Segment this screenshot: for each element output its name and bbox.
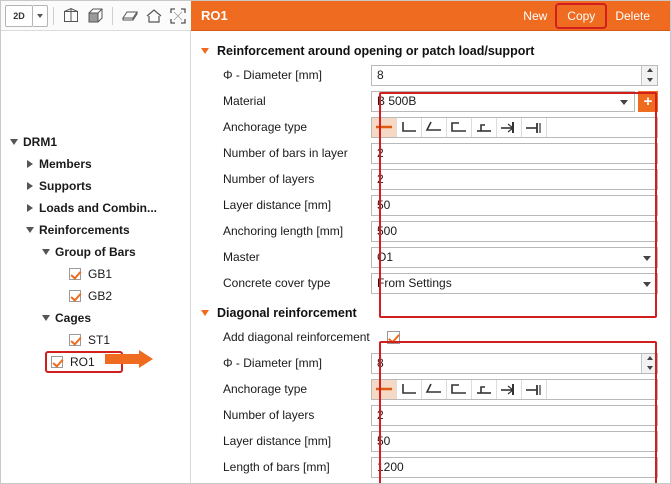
group-title: Reinforcement around opening or patch load/support [217, 44, 535, 58]
spinner-up-icon [647, 68, 653, 72]
row-material [201, 89, 658, 113]
fit-screen-icon[interactable] [166, 5, 190, 27]
spinner-down-icon [647, 366, 653, 370]
anchorage-option-straight[interactable] [372, 380, 397, 399]
checkbox-icon[interactable] [51, 356, 63, 368]
tree-item-label: GB2 [88, 289, 113, 303]
row-label: Length of bars [mm] [223, 460, 330, 474]
row-number-of-layers [201, 167, 658, 191]
number-of-bars-input[interactable] [371, 143, 658, 164]
group-rows-2 [201, 325, 658, 479]
field-value: O1 [377, 250, 394, 264]
anchorage-option-hook-90-left[interactable] [397, 380, 422, 399]
row-label: Φ - Diameter [mm] [223, 68, 322, 82]
field-value: From Settings [377, 276, 452, 290]
tree-item-label: Members [39, 157, 92, 171]
anchorage-option-hook-135[interactable] [422, 118, 447, 137]
chevron-down-icon [620, 100, 628, 105]
view-toolbar [1, 1, 191, 31]
checkbox-icon[interactable] [69, 290, 81, 302]
tree-item-label: GB1 [88, 267, 113, 281]
delete-button[interactable]: Delete [615, 8, 650, 23]
checkbox-icon[interactable] [69, 268, 81, 280]
row-diameter [201, 63, 658, 87]
tree-item-label: DRM1 [23, 135, 58, 149]
checkbox-icon[interactable] [69, 334, 81, 346]
extrude-icon[interactable] [83, 5, 107, 27]
home-icon[interactable] [142, 5, 166, 27]
chevron-down-icon [37, 14, 43, 18]
expander-right-icon[interactable] [23, 160, 37, 168]
anchorage-option-hook-90-left[interactable] [397, 118, 422, 137]
diagonal-anchorage-type-selector[interactable] [371, 379, 658, 400]
toolbar-separator [53, 7, 54, 25]
row-anchorage-type [201, 115, 658, 139]
tree-item-gb2[interactable] [1, 285, 190, 307]
toolbar-separator-2 [112, 7, 113, 25]
field-value: 2 [377, 408, 384, 422]
diagonal-diameter-input[interactable] [371, 353, 658, 374]
tree-item-gb1[interactable] [1, 263, 190, 285]
row-concrete-cover-type [201, 271, 658, 295]
anchorage-option-hook-foot[interactable] [472, 380, 497, 399]
panel-title-bar [191, 1, 670, 31]
tree-item-label: Reinforcements [39, 223, 130, 237]
field-value: B 500B [377, 94, 417, 108]
anchorage-type-selector[interactable] [371, 117, 658, 138]
row-label: Anchorage type [223, 120, 308, 134]
chevron-down-icon [643, 256, 651, 261]
expander-down-icon[interactable] [39, 249, 53, 255]
row-number-of-bars-in-layer [201, 141, 658, 165]
tree-item-st1[interactable] [1, 329, 190, 351]
row-anchoring-length [201, 219, 658, 243]
title-actions [513, 5, 670, 27]
add-material-button[interactable]: + [638, 91, 658, 112]
tree-item-label: Group of Bars [55, 245, 136, 259]
group-header-reinforcement-around-opening[interactable] [201, 39, 658, 63]
anchorage-option-hook-head[interactable] [522, 380, 547, 399]
field-value: 1200 [377, 460, 404, 474]
row-label: Layer distance [mm] [223, 198, 332, 212]
tree-item-members[interactable] [1, 153, 190, 175]
row-diagonal-diameter [201, 351, 658, 375]
properties-panel [191, 31, 670, 483]
row-label: Master [223, 250, 260, 264]
main-body [1, 31, 670, 483]
anchoring-length-input[interactable] [371, 221, 658, 242]
field-value: 2 [377, 172, 384, 186]
row-diagonal-number-of-layers [201, 403, 658, 427]
field-value: 50 [377, 198, 391, 212]
field-value: 500 [377, 224, 398, 238]
row-diagonal-layer-distance [201, 429, 658, 453]
chevron-down-icon [201, 310, 209, 316]
row-label: Anchoring length [mm] [223, 224, 344, 238]
expander-right-icon[interactable] [23, 182, 37, 190]
spinner-buttons[interactable] [641, 354, 657, 373]
layer-distance-input[interactable] [371, 195, 658, 216]
row-label: Layer distance [mm] [223, 434, 332, 448]
view-mode-dropdown-button[interactable] [33, 5, 48, 27]
group-title: Diagonal reinforcement [217, 306, 357, 320]
tree-item-drm1[interactable] [1, 131, 190, 153]
row-label: Number of bars in layer [223, 146, 348, 160]
row-add-diagonal-reinforcement [201, 325, 658, 349]
anchorage-option-hook-u[interactable] [447, 118, 472, 137]
tree-item-supports[interactable] [1, 175, 190, 197]
expander-right-icon[interactable] [23, 204, 37, 212]
add-diagonal-reinforcement-checkbox[interactable] [387, 331, 400, 344]
anchorage-option-hook-t[interactable] [497, 118, 522, 137]
row-label: Anchorage type [223, 382, 308, 396]
anchorage-option-straight[interactable] [372, 118, 397, 137]
anchorage-option-hook-t[interactable] [497, 380, 522, 399]
diagonal-layer-distance-input[interactable] [371, 431, 658, 452]
wireframe-icon[interactable] [118, 5, 142, 27]
group-rows-1 [201, 63, 658, 295]
field-value: 50 [377, 434, 391, 448]
row-diagonal-anchorage-type [201, 377, 658, 401]
copy-button[interactable]: Copy [557, 5, 605, 27]
add-diagonal-checkbox-wrap [381, 331, 658, 344]
number-of-layers-input[interactable] [371, 169, 658, 190]
master-combo[interactable] [371, 247, 658, 268]
concrete-cover-type-combo[interactable] [371, 273, 658, 294]
spinner-down-icon [647, 78, 653, 82]
anchorage-option-hook-foot[interactable] [472, 118, 497, 137]
diagonal-number-of-layers-input[interactable] [371, 405, 658, 426]
field-value: 8 [377, 68, 384, 82]
row-length-of-bars [201, 455, 658, 479]
pointer-arrow-icon [105, 352, 153, 366]
spinner-buttons[interactable] [641, 66, 657, 85]
field-value: 8 [377, 356, 384, 370]
spinner-up-icon [647, 356, 653, 360]
row-label: Number of layers [223, 172, 315, 186]
expander-down-icon[interactable] [39, 315, 53, 321]
tree-item-group-of-bars[interactable] [1, 241, 190, 263]
tree-item-label: Cages [55, 311, 92, 325]
chevron-down-icon [201, 48, 209, 54]
new-button[interactable]: New [523, 8, 548, 23]
tree-item-label: Supports [39, 179, 92, 193]
top-bar [1, 1, 670, 31]
field-value: 2 [377, 146, 384, 160]
row-label: Material [223, 94, 266, 108]
row-layer-distance [201, 193, 658, 217]
tree-item-reinforcements[interactable] [1, 219, 190, 241]
group-header-diagonal-reinforcement[interactable] [201, 301, 658, 325]
row-label: Φ - Diameter [mm] [223, 356, 322, 370]
anchorage-option-hook-u[interactable] [447, 380, 472, 399]
box-view-icon[interactable] [59, 5, 83, 27]
row-master [201, 245, 658, 269]
tree-item-label: Loads and Combin... [39, 201, 158, 215]
tree-item-loads-and-combinations[interactable] [1, 197, 190, 219]
length-of-bars-input[interactable] [371, 457, 658, 478]
anchorage-option-hook-head[interactable] [522, 118, 547, 137]
row-label: Number of layers [223, 408, 315, 422]
view-mode-button[interactable]: 2D [5, 5, 33, 27]
diameter-input[interactable] [371, 65, 658, 86]
tree-item-label: RO1 [70, 355, 95, 369]
material-combo[interactable] [371, 91, 635, 112]
model-tree [1, 31, 191, 483]
page-title: RO1 [201, 8, 228, 23]
tree-selected-wrapper [1, 351, 190, 379]
chevron-down-icon [643, 282, 651, 287]
anchorage-option-hook-135[interactable] [422, 380, 447, 399]
tree-item-cages[interactable] [1, 307, 190, 329]
row-label: Concrete cover type [223, 276, 331, 290]
expander-down-icon[interactable] [23, 227, 37, 233]
expander-down-icon[interactable] [7, 139, 21, 145]
row-label: Add diagonal reinforcement [223, 330, 370, 344]
tree-item-label: ST1 [88, 333, 111, 347]
